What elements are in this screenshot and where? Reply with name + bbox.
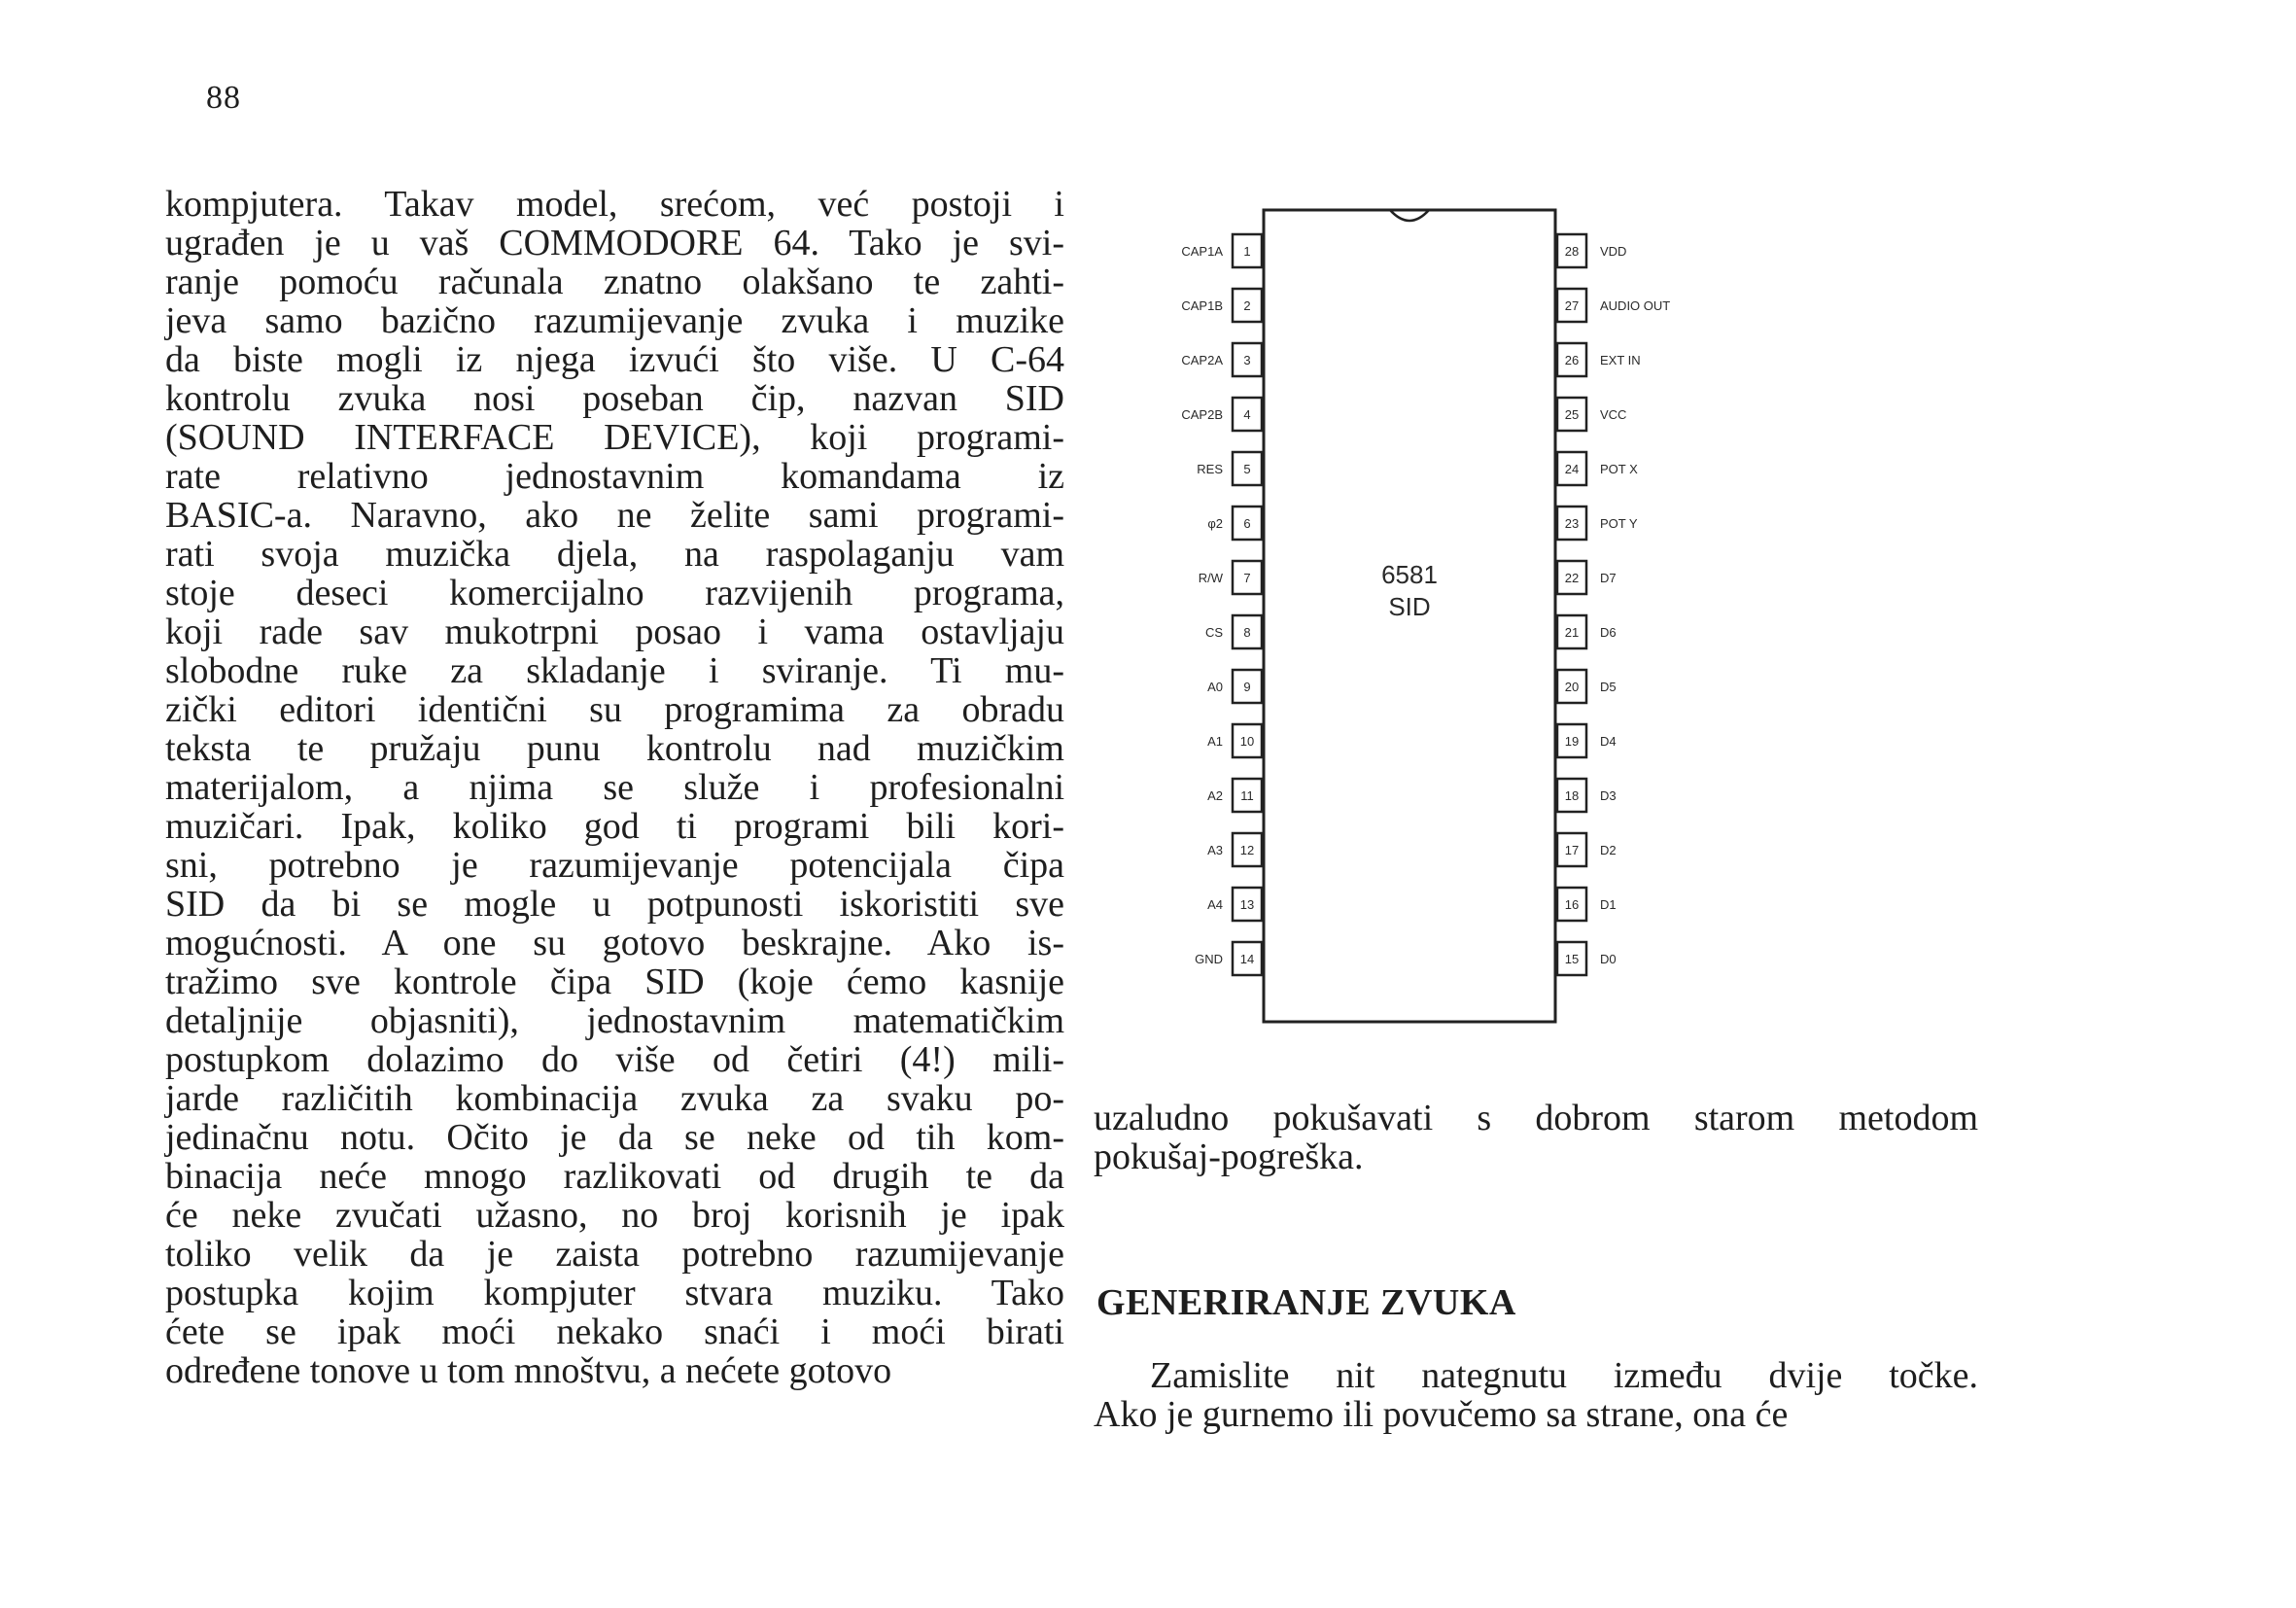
text-line: muzičari. Ipak, koliko god ti programi bili kori- xyxy=(165,806,1064,847)
left-pin-number: 6 xyxy=(1243,516,1251,531)
right-pin-label: VCC xyxy=(1600,407,1627,422)
right-pin-number: 25 xyxy=(1564,407,1580,422)
left-pin-label: A1 xyxy=(1207,734,1223,749)
left-pin-label: A3 xyxy=(1207,843,1223,857)
right-pin-label: D5 xyxy=(1600,680,1617,694)
left-pin-number: 7 xyxy=(1243,571,1251,585)
right-pin-number: 28 xyxy=(1564,244,1580,259)
left-pin-label: φ2 xyxy=(1207,516,1223,531)
right-pin-number: 23 xyxy=(1564,516,1580,531)
chip-label: SID xyxy=(1388,592,1431,621)
text-line: (SOUND INTERFACE DEVICE), koji programi- xyxy=(165,417,1064,458)
text-line: određene tonove u tom mnoštvu, a nećete gotovo xyxy=(165,1350,892,1391)
left-pin-label: GND xyxy=(1195,952,1223,966)
right-pin-label: POT Y xyxy=(1600,516,1638,531)
section-paragraph xyxy=(1094,1356,1978,1434)
text-line: Zamislite nit nategnutu između dvije točke. xyxy=(1150,1355,1978,1396)
right-pin-number: 24 xyxy=(1564,462,1580,476)
chip-notch xyxy=(1390,210,1429,221)
right-pin-number: 26 xyxy=(1564,353,1580,367)
left-pin-number: 8 xyxy=(1243,625,1251,640)
text-line: sni, potrebno je razumijevanje potencijala čipa xyxy=(165,845,1064,886)
left-pin-number: 3 xyxy=(1243,353,1251,367)
text-line: ugrađen je u vaš COMMODORE 64. Tako je svi- xyxy=(165,223,1064,263)
chip-svg xyxy=(1089,194,1730,1031)
text-line: stoje deseci komercijalno razvijenih programa, xyxy=(165,573,1064,613)
left-pin-number: 14 xyxy=(1239,952,1255,966)
text-line: jarde različitih kombinacija zvuka za svaku po- xyxy=(165,1078,1064,1119)
chip-name: 6581 xyxy=(1381,560,1438,589)
right-pin-label: AUDIO OUT xyxy=(1600,298,1671,313)
right-pin-label: D1 xyxy=(1600,897,1617,912)
right-pin-label: D6 xyxy=(1600,625,1617,640)
left-pin-number: 1 xyxy=(1243,244,1251,259)
right-pin-label: D3 xyxy=(1600,788,1617,803)
text-line: rati svoja muzička djela, na raspolaganju vam xyxy=(165,534,1064,575)
left-pin-number: 4 xyxy=(1243,407,1251,422)
continuation-text xyxy=(1094,1099,1978,1176)
left-pin-label: CAP2B xyxy=(1181,407,1223,422)
right-pin-number: 27 xyxy=(1564,298,1580,313)
right-pin-number: 19 xyxy=(1564,734,1580,749)
left-pin-number: 11 xyxy=(1240,788,1254,803)
text-line: postupkom dolazimo do više od četiri (4!) mili- xyxy=(165,1039,1064,1080)
text-line: uzaludno pokušavati s dobrom starom metodom xyxy=(1094,1098,1978,1138)
left-text-column xyxy=(165,185,1064,1390)
text-line: ćete se ipak moći nekako snaći i moći birati xyxy=(165,1311,1064,1352)
text-line: kompjutera. Takav model, srećom, već postoji i xyxy=(165,184,1064,225)
left-pin-number: 2 xyxy=(1243,298,1251,313)
left-pin-label: CS xyxy=(1204,625,1223,640)
text-line: ranje pomoću računala znatno olakšano te zahti- xyxy=(165,262,1064,302)
left-pin-label: RES xyxy=(1197,462,1223,476)
text-line: SID da bi se mogle u potpunosti iskoristiti sve xyxy=(165,884,1064,925)
text-line: jedinačnu notu. Očito je da se neke od tih kom- xyxy=(165,1117,1064,1158)
text-line: slobodne ruke za skladanje i sviranje. Ti mu- xyxy=(165,650,1064,691)
section-heading: GENERIRANJE ZVUKA xyxy=(1096,1282,1516,1323)
text-line: teksta te pružaju punu kontrolu nad muzičkim xyxy=(165,728,1064,769)
text-line: da biste mogli iz njega izvući što više. U C-64 xyxy=(165,339,1064,380)
text-line: mogućnosti. A one su gotovo beskrajne. Ako is- xyxy=(165,923,1064,963)
text-line: jeva samo bazično razumijevanje zvuka i muzike xyxy=(165,300,1064,341)
left-pin-label: A2 xyxy=(1207,788,1223,803)
text-line: zički editori identični su programima za obradu xyxy=(165,689,1064,730)
right-pin-number: 22 xyxy=(1564,571,1580,585)
right-pin-label: D4 xyxy=(1600,734,1617,749)
text-line: materijalom, a njima se služe i profesionalni xyxy=(165,767,1064,808)
text-line: kontrolu zvuka nosi poseban čip, nazvan SID xyxy=(165,378,1064,419)
left-pin-number: 13 xyxy=(1239,897,1255,912)
text-line: binacija neće mnogo razlikovati od drugih te da xyxy=(165,1156,1064,1197)
right-pin-label: POT X xyxy=(1600,462,1638,476)
sid-chip-pinout-diagram xyxy=(1089,194,1730,1031)
text-line: Ako je gurnemo ili povučemo sa strane, ona će xyxy=(1094,1394,1789,1435)
text-line: koji rade sav mukotrpni posao i vama ostavljaju xyxy=(165,612,1064,652)
left-pin-label: A0 xyxy=(1207,680,1223,694)
text-line: detaljnije objasniti), jednostavnim matematičkim xyxy=(165,1000,1064,1041)
text-line: tražimo sve kontrole čipa SID (koje ćemo kasnije xyxy=(165,961,1064,1002)
right-pin-number: 21 xyxy=(1564,625,1580,640)
text-line: rate relativno jednostavnim komandama iz xyxy=(165,456,1064,497)
right-pin-label: D2 xyxy=(1600,843,1617,857)
left-pin-label: CAP1A xyxy=(1181,244,1223,259)
right-pin-number: 18 xyxy=(1564,788,1580,803)
left-pin-label: A4 xyxy=(1207,897,1223,912)
page-number: 88 xyxy=(206,80,241,116)
right-pin-label: EXT IN xyxy=(1600,353,1641,367)
left-pin-number: 12 xyxy=(1239,843,1255,857)
right-pin-label: D0 xyxy=(1600,952,1617,966)
right-pin-label: VDD xyxy=(1600,244,1627,259)
left-pin-label: R/W xyxy=(1198,571,1223,585)
text-line: toliko velik da je zaista potrebno razumijevanje xyxy=(165,1234,1064,1275)
text-line: će neke zvučati užasno, no broj korisnih je ipak xyxy=(165,1195,1064,1236)
right-pin-number: 17 xyxy=(1564,843,1580,857)
right-pin-number: 15 xyxy=(1564,952,1580,966)
text-line: postupka kojim kompjuter stvara muziku. Tako xyxy=(165,1273,1064,1313)
right-pin-number: 20 xyxy=(1564,680,1580,694)
left-pin-label: CAP2A xyxy=(1181,353,1223,367)
left-pin-number: 5 xyxy=(1243,462,1251,476)
right-pin-number: 16 xyxy=(1564,897,1580,912)
left-pin-number: 9 xyxy=(1243,680,1251,694)
text-line: pokušaj-pogreška. xyxy=(1094,1136,1364,1177)
right-pin-label: D7 xyxy=(1600,571,1617,585)
left-pin-number: 10 xyxy=(1239,734,1255,749)
left-pin-label: CAP1B xyxy=(1181,298,1223,313)
text-line: BASIC-a. Naravno, ako ne želite sami programi- xyxy=(165,495,1064,536)
